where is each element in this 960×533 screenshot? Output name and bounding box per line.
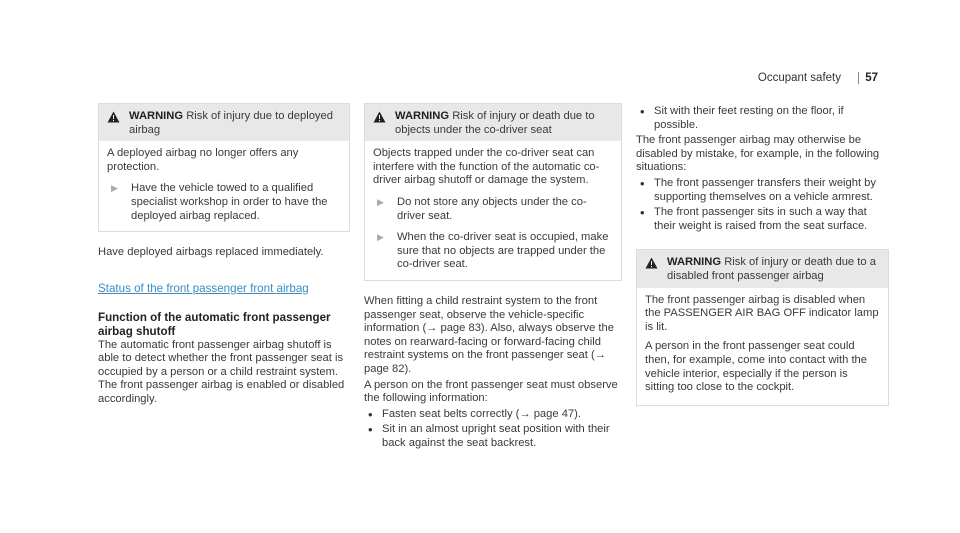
bullet-list xyxy=(636,105,889,132)
list-item-text: The front passenger transfers their weight by supporting themselves on a vehicle armrest. xyxy=(654,176,876,203)
step-arrow-icon: ▶ xyxy=(111,183,118,194)
warning-label: WARNING xyxy=(129,110,184,122)
warning-box-objects-under-seat xyxy=(364,103,622,281)
warning-title xyxy=(395,110,613,137)
warning-header xyxy=(637,250,888,287)
warning-body xyxy=(99,141,349,231)
warning-header xyxy=(365,104,621,141)
list-item-text: Sit in an almost upright seat position with their back against the seat backrest. xyxy=(382,423,610,449)
warning-body-text: Objects trapped under the co-driver seat can interfere with the function of the automatic co-driver airbag shutoff or damage the system. xyxy=(373,147,600,187)
page-number: 57 xyxy=(858,72,878,84)
list-item xyxy=(636,206,889,233)
list-item-text: Fasten seat belts correctly (→ page 47). xyxy=(382,407,581,420)
list-item-text: Sit with their feet resting on the floor, if possible. xyxy=(654,105,844,131)
list-item xyxy=(364,408,622,422)
warning-body-text: The front passenger airbag is disabled when the PASSENGER AIR BAG OFF indicator lamp is lit. xyxy=(645,293,879,333)
warning-label: WARNING xyxy=(667,256,722,269)
warning-body-text: A deployed airbag no longer offers any protection. xyxy=(107,147,299,173)
warning-body xyxy=(365,141,621,280)
column-2 xyxy=(364,103,622,452)
bullet-icon: • xyxy=(640,205,645,221)
bullet-list xyxy=(636,177,889,233)
bullet-icon: • xyxy=(640,104,645,119)
list-item xyxy=(364,423,622,450)
warning-text: Risk of injury due to deployed airbag xyxy=(129,110,333,136)
paragraph: The front passenger airbag may otherwise be disabled by mistake, for example, in the following situations: xyxy=(636,134,880,174)
step-item xyxy=(373,231,613,272)
step-text: Have the vehicle towed to a qualified specialist workshop in order to have the deployed airbag replaced. xyxy=(131,182,328,222)
step-arrow-icon: ▶ xyxy=(377,232,384,243)
warning-body-text: A person in the front passenger seat could then, for example, come into contact with the vehicle interior, especially if the person is sitting too close to the cockpit. xyxy=(645,340,868,394)
bullet-icon: • xyxy=(640,175,645,191)
section-heading-link[interactable]: Status of the front passenger front airbag xyxy=(98,281,309,295)
subheading: Function of the automatic front passenger airbag shutoff xyxy=(98,311,331,338)
warning-header xyxy=(99,104,349,141)
step-arrow-icon: ▶ xyxy=(377,196,384,207)
bullet-icon: • xyxy=(368,422,373,438)
warning-box-disabled-airbag xyxy=(636,249,889,405)
page-header xyxy=(758,72,878,86)
section-title: Occupant safety xyxy=(757,72,841,84)
list-item xyxy=(636,177,889,204)
warning-triangle-icon xyxy=(373,110,395,137)
bullet-icon: • xyxy=(368,406,373,422)
warning-text: Risk of injury or death due to a disabled front passenger airbag xyxy=(667,256,876,282)
warning-label: WARNING xyxy=(395,110,450,122)
step-item xyxy=(373,196,613,223)
column-1 xyxy=(98,103,350,409)
step-text: Do not store any objects under the co-driver seat. xyxy=(397,195,587,222)
warning-title xyxy=(667,256,880,283)
bullet-list xyxy=(364,408,622,451)
step-text: When the co-driver seat is occupied, make sure that no objects are trapped under the co-driver seat. xyxy=(397,231,609,271)
column-3 xyxy=(636,103,889,420)
paragraph: A person on the front passenger seat must observe the following information: xyxy=(364,378,618,405)
warning-triangle-icon xyxy=(107,110,129,137)
warning-text: Risk of injury or death due to objects under the co-driver seat xyxy=(395,110,595,136)
warning-body xyxy=(637,288,888,405)
paragraph: Have deployed airbags replaced immediately. xyxy=(98,246,324,259)
warning-box-deployed-airbag xyxy=(98,103,350,232)
list-item-text: The front passenger sits in such a way that their weight is raised from the seat surface. xyxy=(654,206,868,232)
paragraph: The automatic front passenger airbag shutoff is able to detect whether the front passenger seat is occupied by a person or a child restraint system. The front passenger airbag is enabled or disabled accordingly. xyxy=(98,338,345,405)
paragraph: When fitting a child restraint system to the front passenger seat, observe the vehicle-specific information (→ page 83). Also, always observe the notes on rearward-facing or forward-facing child restraint systems on the front passenger seat (→ page 82). xyxy=(364,294,614,375)
list-item xyxy=(636,105,889,132)
warning-triangle-icon xyxy=(645,256,667,283)
warning-title xyxy=(129,110,341,137)
step-item xyxy=(107,182,341,223)
